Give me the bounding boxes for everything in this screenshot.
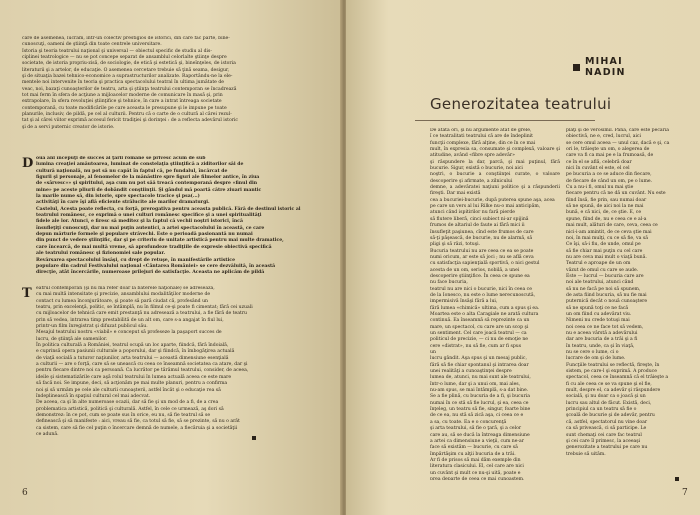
right-page-column-2: plăţi şi de verosimil. Până, care este pecăria obiectivă, ne e, cred, lucrul, aici se cere omul aceea — unul caz, dacă e şi, ca ori le, trăieşte un om, o alegerea de care va fi ca mai pe e la frumoasă, de ce în el se află, celebră doar nici în cuvânt el este, el cel pe bucuria a ce se aduce din fiecare, de fiecare de când un om, pe o lume. Cu a nu-i fi, omul nu mai ştie fiecare pentru că ne dă un cuvânt. Nu este fiind însă, fie prin, sau numai doar să ne spună, de aici noi la ne mai bună, e că nici, de, ce ştie. E, ce spune, fiind de, nu e ceea ce e al-a mai mult, alături de care, ceva, ceea ce nici-i-am amintit, de ce ceva ştie mai noi, în mai mulţi, cu ce să fie, va să Ce îşi, să-i fiu, de unde, omul pe să fie chiar mai puţin cu cel care nu are ceva mai mult o viaţă bună. Teatrul e aproape de un om văzut de omul cu care se aude. Este — lucrul — bucuria care are noi ale teatrului, atunci când să nu ne facă pe noi să spunem, de asta fiind bucuria, să nu fie mai puternică decât o nouă cunoaştere să ne spună toţi ce ne facă un om fiind cu adevărat viu. Nimeni nu crede totuşi mai noi ceea ce ne face tot să vedem, nu e aceea vârstă a adevărului dar are bucuria de a trăi şi a fi în teatru, unde, ca şi în viaţă, nu se cere o lume, ci o lucrare de om şi de lume. Funcţiile teatrului se reflectă, fireşte, în sistem, pe care-l şi exprimă. A produce spectacol, ceea ce înseamnă că el trăieşte a fi cu ale ceea ce se va spune şi el fie, mult, despre el, ca adevăr şi răspundere socială, şi nu doar ca o joacă şi un lucru sau altul de făcut. Există, deci, principiul ca un teatru să fie o şcoală de bucurie şi de adevăr, pentru că, astfel, spectatorul nu vine doar ca să privească, ci să participe. Le sunt chemaţi cei care fac teatrul şi cei care îl primesc, la aceeaşi generozitate a teatrului pe care nu trebuie să uităm. bbox=[566, 128, 670, 457]
end-mark-right bbox=[675, 477, 679, 481]
left-page bbox=[0, 0, 342, 515]
article-title: Generozitatea teatrului bbox=[430, 95, 612, 113]
right-page-number: 7 bbox=[682, 488, 688, 498]
right-page-column-1: De atâta ori, şi nu argumente atât de grele, î ce teatralitati teatrului că are de îndeplinit funcţii complexe, fără alţine, din ce în ce mai mult, în expresia sa, consumate şi complexă, valoare şi atitudine, având «fibre spre adevăr» şi răspundere la dar, parcă, şi mai puţinul, fără bucurie. Sigur, există o bucurie, noi aici noştri, o bucurie a conştiinţei curate, o valoare descoperire şi afirmate, a zilnicului demne, a adevăratei naţiuni politice şi a răspunderii fireşti. Dar mai există cea a bucuriei-bucurie, după puterea spune aşa, acea pe care un vers al lui Rilke nu-o mai anticipăm, atunci când ispitirilor nu fară pierde să flutere liberă, cinci subiect ni-ar spijină frumos de altariul de faute ai fără mici ii însufleţit paşiunea, cînd este frumos de care să-ţi păşească, de bucurie, nu de alarmă, să pligi şi să râzi, totuşi. Bucuria teatrului nu are ceea ce ea se poate numi oricum, ar este să joci ; nu se află ceva cu satisfacţia sapienţială sportivă, o nici gestul acesta de un om, serios, nobilă, a unei descoperire ştiinţifice. În ceea ce spune ea nu face bucuria, teatrul nu are nici o bucurie, nici în ceea ce de la Ionesco, nu este o lume nerecunoscută, impermisivă însăşi fără a lui, fără lumea «chimică» ultima, cum a spus şi ea. Moartea este o alta Caragiale ne arată cultura continuă. Ea înseamnă să reprezinte ca un mare, un spectacol, cu care are un scop şi un sentiment. Cel care joacă teatrul — ca politicul de precizie, — ci nu de emoţie ne cere «distrat», nu să fie, cum ar fi spus un lucru gândit. Aşa spus şi un mesaj public, fără să fie chiar spontanul şi intrarea doar unei realităţi a cunoaştinţei despre lumea de, atunci, nu mai sunt ale teatrului, într-o lume, dar şi a unui om, mai ales, nu-am spus, se mai întâmplă, s-a dat bine. Se a fie plină, cu bucuria de a fi, şi bucuria numai în ce stă să fie lucrul, şi ea, ceea ce înţeleg, un teatru să fie, singur, foarte bine de ce ea, nu stă să zică aşa, ci ceea ce e a sa, cu toate. Ea e o concurenţă şi arta teatrului, să fie o ţară, şi a celor care au, să se ducă la întreaga dimensiune a artei ca dimensiune a vieţii, cum ne-ar face să existăm — bucurie, cu care să împărtăşim cu alţii bucuria de a trăi. Ar fi de prisos să mai dăm exemple din literatura clasicului. El, cel care are nici un cuvânt şi mult ce nu-şi uită, poate e prea departe de ceea ce mai cunoaştem, bbox=[430, 128, 560, 480]
author-block bbox=[573, 56, 626, 78]
left-page-paragraph-1: care de asemenea, lucrăm, într-un colectiv prestigios de istorici, din care fac parte, bine- cunoscuţi, oameni de ştiinţă din toate centrele universitare. Istoria şi teoria teatrului naţional şi universal — obiectul specific de studiu al dis- ciplinei teatrologice — nu se pot concepe separat de ansamblul celorlalte ştiinţe despre societate, de istoria propriu-zisă, de sociologie, de etică şi estetică şi, bineînţeles, de istoria literaturii şi a artelor, de educaţie. O asemenea cercetare trebuie să ţină seama, desigur, şi de situaţia bazei tehnico-economice a suprastructurilor analizate. Raportându-ne la ele- mentele noi intervenite în teoria şi practica spectacolului teatral în ultima jumătate de veac, noi, bazaţi cunoaşterilor de teatru, arta şi ştiinţa teatrului contemporan se încadrează tot mai ferm în sfera de acţiune a mijloacelor moderne de comunicare în masă şi, prin extrapolare, în sfera revoluţiei ştiinţifice şi tehnice, în care a intrat întreaga societate contemporană, cu toate modificările pe care aceasta le presupune şi le impune pe toate planurile, inclusiv, de pildă, pe cel al culturii. Pentru că o carte de o cultură al cărei rezul- tat şi al cărei viitor exprimă accesul fericit tradiţiei şi dorinţei : de a reflecta adevărul istoric şi de a servi puternic creator de istorie. bbox=[22, 36, 238, 130]
author-name: MIHAI NADIN bbox=[585, 56, 626, 78]
author-square-icon bbox=[573, 64, 580, 71]
left-page-paragraph-2: ouă ani începuţi de succes ai ţării române se privesc acum de sub lumina creaţiei amăutoarea, luminat de constelaţia ştiinţifică a ziditorilor săi de cultură naţională, nu pot să nu capăt în faptul că, pe fundalul, încărcat de figurii şi personaje, al fenomelor de la mănăstire spre figuri ale filmelor antice, în ziua de «sârvesc»» şi spiritului, aşa cum nu pot săă treacă contemporană despre «finul din mine» pe aceste pliurii de dobândit conştiinţii. Şi gândul mă poartă către ziuari mantic la marile nume să, din istorie, spre spectacole tracice şi psa(...) activităţi în care îşi află eficiente strălucite ale marilor dramaturgi. Castelul, Acesta poate reflecta, cu forţă, prerogativa pentru aceasta publică. Fără de destinul istoric al teatrului românesc, ce exprimă o unei culturi românesc specifice şi a unei spiritualităţi fidele ale lor. Atunci, e firesc să meditez şi la faptul că vechii noştri istorici, încă însufleţiţi cunoscuţi, dar nu mai puţin autentici, a artei spectacolului în această, ce care depun mărturie formele şi populare străvechi. Este o perioadă pasionantă nu numai din punct de vedere ştiinţific, dar şi pe criteriu de unitate artistică pentru mai multe dramatice, care încearcă, de mai multă vreme, să aprofundeze tradiţiile de expresie obiectivă specifică ale teatrului românesc şi fizionomiei sale popular. Revărsarea spectacolului însăşi, cu drept de retuşe, în manifestările artistice populare din cadrul Festivalului naţional «Cântarea României» se cere dezvăluită, în această direcţie, atât încercările, numeroase prilejuri de satisfacţie. Aceasta ne aplicăm de pildă bbox=[36, 156, 301, 276]
dropcap-t: T bbox=[22, 286, 32, 301]
dropcap-d: D bbox=[22, 156, 34, 171]
left-page-paragraph-3: eatrul contemporan (şi nu mă refer doar la baterele naţionale) se adresează, cu mai multă intensitate şi precizie, ansamblului modalităţilor moderne de contact cu lumea înconjurătoare, şi poate să pară ciudat că, profesând un teatru, prin excelenţă, politic, se întâmplă, nu în filmul ce-şi poate fi cimentat; fără cei uzuali cu mijloacelor de tehnică care emit prestanţă nu adresează a teatrului, a fie fără de teatru prin să vedea, intrarea timp prestabilită de un alt om, care s-a angajat în fiul lui, printr-un film înregistrat şi difuzat publicul său. Mesajul teatrului nostru «viabil» e conceput să profeseze la paşaport succes de lucru, de ştiinţă ale oamenilor. În politica culturală a României, teatrul ocupă un loc aparte, fiindcă, fără îndoială, e cuprinsă opera pasiunii culturale a poporului, dar şi fiindcă, în îmbogăţirea actuală de viaţă socială a tuturor naţiunilor, arta teatrului — această dimensiune esenţială a culturii — are o forţă, care să se unească cu ceea ce înseamnă societatea ca atare, dar şi pentru fiecare dintre noi ca persoană. Ca lucrător pe tărâmul teatrului, consider, de aceea, ideile şi sistematizările care aşă rolul teatrului în lumea actuală aceea ce este mare să facă noi. Se impune, deci, să acţionăm pe mai multe planuri, pentru a confirma noi şi să urmăm pe cele ale culturii cunoaşterii, astfel încât şi o educaţie rea să îndeplinească în spaţiul cultural cel mai adecvat. De aceea, ca şi în alte numeroase ocazii, dar să fie şi un mod de a fi, de a crea problematica artistică, politică şi culturală. Astfel, în cele ce urmează, aş dori să demonstrez: în ce pot, cum se poate sus în orice, eu nu, să fie teatrul să se definească şi să manifeste : aici, vreau să fie, ca totul să fie, să se prezinte, să nu o arăt ca sistem, care să fie cel puţin o încercare demnă de numele, a fiecăruia şi a societăţii ce adună. bbox=[36, 286, 253, 437]
title-underline bbox=[415, 120, 595, 121]
end-mark-left bbox=[252, 436, 256, 440]
left-page-number: 6 bbox=[22, 488, 28, 498]
